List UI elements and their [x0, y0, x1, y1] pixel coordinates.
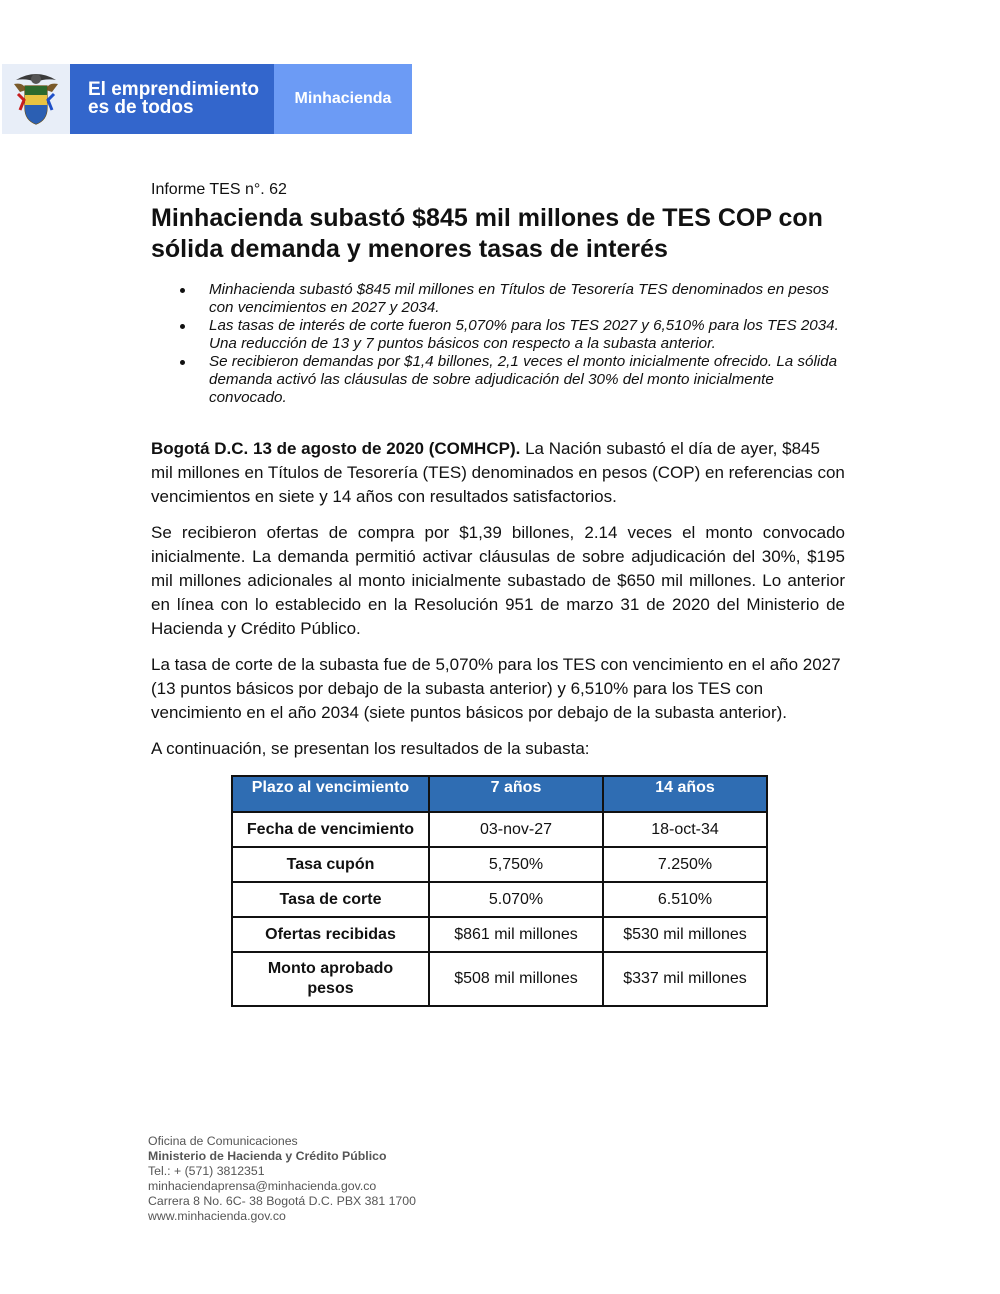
highlight-text: Las tasas de interés de corte fueron 5,070% para los TES 2027 y 6,510% para los TES 2034. Una reducción de 13 y 7 puntos básicos con respecto a la subasta anterior. [209, 317, 839, 352]
row-label: Tasa de corte [232, 882, 429, 917]
table-row [232, 882, 767, 917]
brand-name: Minhacienda [294, 90, 392, 107]
row-label [232, 952, 429, 1006]
paragraph-rates: La tasa de corte de la subasta fue de 5,070% para los TES con vencimiento en el año 2027 (13 puntos básicos por debajo de la subasta anterior) y 6,510% para los TES con vencimiento en el año 2034 (siete puntos básicos por debajo de la subasta anterior). [151, 655, 841, 722]
footer-address: Carrera 8 No. 6C- 38 Bogotá D.C. PBX 381 1700 [148, 1194, 416, 1208]
paragraph-intro [151, 437, 845, 509]
paragraph-results-intro: A continuación, se presentan los resultados de la subasta: [151, 739, 590, 758]
bullet-icon [180, 288, 185, 293]
table-cell: $508 mil millones [429, 952, 603, 1006]
row-label-text: Monto aprobado pesos [267, 960, 394, 997]
footer-office: Oficina de Comunicaciones [148, 1134, 298, 1148]
header-cell: Plazo al vencimiento [232, 776, 429, 812]
table-row [232, 812, 767, 847]
footer-ministry: Ministerio de Hacienda y Crédito Público [148, 1149, 387, 1163]
footer-email-link[interactable]: minhaciendaprensa@minhacienda.gov.co [148, 1179, 377, 1193]
auction-results-table [231, 775, 768, 1007]
header-banner [2, 64, 412, 134]
row-label: Fecha de vencimiento [232, 812, 429, 847]
coat-of-arms-icon [10, 70, 62, 128]
highlight-item [180, 353, 850, 407]
slogan-line-2: es de todos [88, 97, 194, 118]
highlight-item [180, 317, 850, 353]
table-cell: 5.070% [429, 882, 603, 917]
table-header-row [232, 776, 767, 812]
header-cell: 14 años [603, 776, 767, 812]
brand-panel [274, 64, 412, 134]
intro-text: La Nación subastó el día de ayer, $845 mil millones en Títulos de Tesorería (TES) denominados en pesos (COP) en referencias con vencimientos en siete y 14 años con resultados satisfactorios. [151, 439, 845, 506]
slogan-line-1: El emprendimiento [88, 79, 260, 100]
table-cell: 03-nov-27 [429, 812, 603, 847]
header-cell: 7 años [429, 776, 603, 812]
row-label: Ofertas recibidas [232, 917, 429, 952]
coat-of-arms-logo [2, 64, 70, 134]
bullet-icon [180, 360, 185, 365]
footer-contact [148, 1134, 416, 1224]
table-row [232, 917, 767, 952]
table-cell: 6.510% [603, 882, 767, 917]
paragraph-demand: Se recibieron ofertas de compra por $1,39 billones, 2.14 veces el monto convocado inicialmente. La demanda permitió activar cláusulas de sobre adjudicación del 30%, $195 mil millones adicionales al monto inicialmente subastado de $650 mil millones. Lo anterior en línea con lo establecido en la Resolución 951 de marzo 31 de 2020 del Ministerio de Hacienda y Crédito Público. [151, 523, 845, 638]
slogan [88, 81, 259, 117]
table-cell: 18-oct-34 [603, 812, 767, 847]
bullet-icon [180, 324, 185, 329]
highlight-item [180, 281, 850, 317]
slogan-panel [70, 64, 274, 134]
table-row [232, 952, 767, 1006]
highlights-list [180, 281, 850, 407]
page-title: Minhacienda subastó $845 mil millones de TES COP con sólida demanda y menores tasas de interés [151, 204, 823, 263]
table-cell: 7.250% [603, 847, 767, 882]
footer-website-link[interactable]: www.minhacienda.gov.co [148, 1209, 286, 1223]
footer-phone: Tel.: + (571) 3812351 [148, 1164, 265, 1178]
table-cell: $337 mil millones [603, 952, 767, 1006]
dateline: Bogotá D.C. 13 de agosto de 2020 (COMHCP). [151, 439, 521, 458]
table-row [232, 847, 767, 882]
table-cell: $530 mil millones [603, 917, 767, 952]
report-number: Informe TES n°. 62 [151, 181, 287, 198]
table-cell: 5,750% [429, 847, 603, 882]
highlight-text: Minhacienda subastó $845 mil millones en Títulos de Tesorería TES denominados en pesos con vencimientos en 2027 y 2034. [209, 281, 829, 316]
table-cell: $861 mil millones [429, 917, 603, 952]
row-label: Tasa cupón [232, 847, 429, 882]
highlight-text: Se recibieron demandas por $1,4 billones, 2,1 veces el monto inicialmente ofrecido. La sólida demanda activó las cláusulas de sobre adjudicación del 30% del monto inicialmente convocado. [209, 353, 838, 406]
